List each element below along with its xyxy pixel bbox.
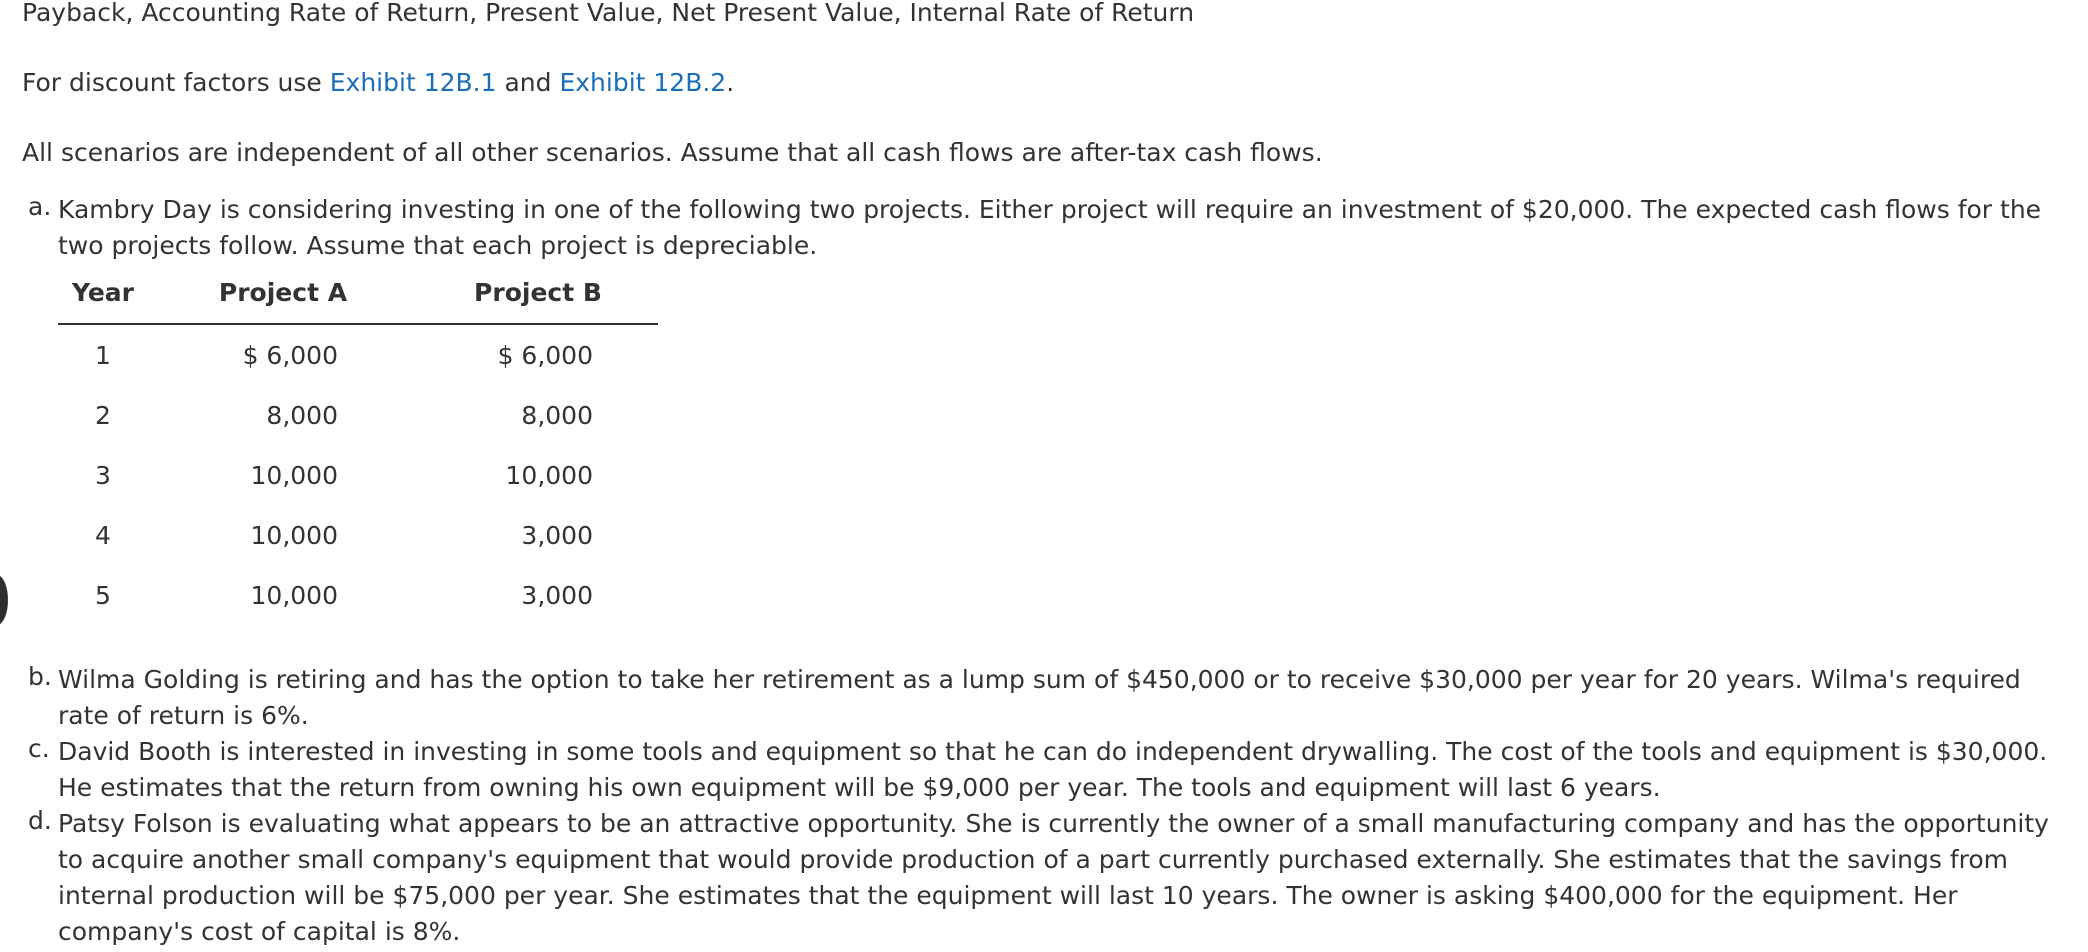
header-project-a: Project A [148,270,418,324]
table-row [58,565,658,625]
scenario-a-letter: a. [28,192,52,221]
table-header-row [58,270,658,324]
scenario-a-text: Kambry Day is considering investing in one of the following two projects. Either project will require an investment of $20,000. The expected cash flows for the two projects follow. Assume that each project is depreciable. [58,195,2042,260]
discount-factors-line [22,68,734,97]
header-project-b: Project B [418,270,658,324]
scenario-c [28,734,2068,806]
year-cell: 5 [95,580,111,610]
scenario-a [28,192,2068,264]
scenario-b-text: Wilma Golding is retiring and has the option to take her retirement as a lump sum of $450,000 or to receive $30,000 per year for 20 years. Wilma's required rate of return is 6%. [58,665,2021,730]
year-cell: 3 [95,460,111,490]
side-panel-handle[interactable] [0,575,8,625]
project-a-cell: 10,000 [250,520,338,550]
page-title: Payback, Accounting Rate of Return, Present Value, Net Present Value, Internal Rate of Return [22,0,1195,27]
discount-middle: and [496,68,560,97]
intro-text: All scenarios are independent of all other scenarios. Assume that all cash flows are after-tax cash flows. [22,138,1323,167]
scenario-c-letter: c. [28,734,50,763]
discount-prefix: For discount factors use [22,68,330,97]
project-b-cell: 3,000 [521,580,593,610]
table-row [58,505,658,565]
exhibit-12b1-link[interactable]: Exhibit 12B.1 [329,68,497,97]
scenario-b [28,662,2068,734]
discount-suffix: . [726,68,735,97]
project-b-cell: 3,000 [521,520,593,550]
project-a-cell: 10,000 [250,460,338,490]
header-year: Year [58,270,148,324]
cash-flow-table [58,270,658,625]
table-row [58,324,658,385]
scenario-d-letter: d. [28,806,52,835]
project-a-cell: $ 6,000 [242,340,338,370]
exhibit-12b2-link[interactable]: Exhibit 12B.2 [559,68,727,97]
project-a-cell: 8,000 [266,400,338,430]
project-b-cell: 8,000 [521,400,593,430]
scenario-d [28,806,2068,950]
year-cell: 4 [95,520,111,550]
table-row [58,445,658,505]
year-cell: 1 [95,340,111,370]
project-a-cell: 10,000 [250,580,338,610]
scenario-d-text: Patsy Folson is evaluating what appears to be an attractive opportunity. She is currently the owner of a small manufacturing company and has the opportunity to acquire another small company's equipment that would provide production of a part currently purchased externally. She estimates that the savings from internal production will be $75,000 per year. She estimates that the equipment will last 10 years. The owner is asking $400,000 for the equipment. Her company's cost of capital is 8%. [58,809,2049,946]
project-b-cell: $ 6,000 [497,340,593,370]
year-cell: 2 [95,400,111,430]
scenario-b-letter: b. [28,662,52,691]
project-b-cell: 10,000 [505,460,593,490]
table-row [58,385,658,445]
scenario-c-text: David Booth is interested in investing in some tools and equipment so that he can do independent drywalling. The cost of the tools and equipment is $30,000. He estimates that the return from owning his own equipment will be $9,000 per year. The tools and equipment will last 6 years. [58,737,2048,802]
